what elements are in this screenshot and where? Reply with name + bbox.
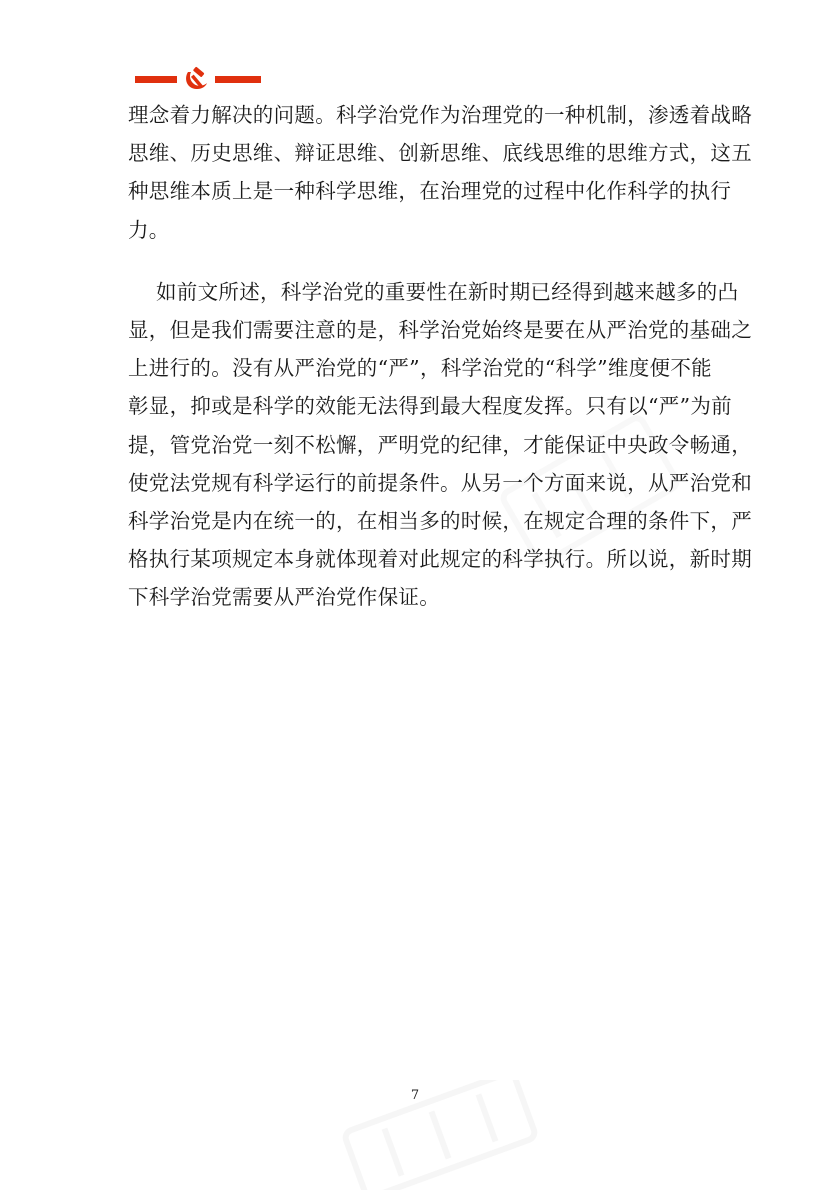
text-line: 力。	[128, 217, 170, 242]
text-line: 理念着力解决的问题。科学治党作为治理党的一种机制，渗透着战略	[128, 103, 752, 127]
paragraph-spacer	[128, 249, 706, 273]
paragraph-2	[128, 273, 752, 617]
header-emblem	[135, 66, 263, 92]
document-body	[128, 96, 752, 616]
text-line: 下科学治党需要从严治党作保证。	[128, 585, 440, 610]
text-line: 使党法党规有科学运行的前提条件。从另一个方面来说，从严治党和	[128, 470, 752, 495]
hammer-and-sickle-icon	[182, 66, 210, 92]
text-line: 格执行某项规定本身就体现着对此规定的科学执行。所以说，新时期	[128, 547, 752, 572]
text-line: 提，管党治党一刻不松懈，严明党的纪律，才能保证中央政令畅通，	[128, 432, 752, 457]
text-line: 如前文所述，科学治党的重要性在新时期已经得到越来越多的凸	[156, 279, 739, 304]
paragraph-1	[128, 96, 752, 249]
text-line: 显，但是我们需要注意的是，科学治党始终是要在从严治党的基础之	[128, 317, 752, 342]
text-line: 科学治党是内在统一的，在相当多的时候，在规定合理的条件下，严	[128, 508, 752, 533]
text-line: 上进行的。没有从严治党的“严”，科学治党的“科学”维度便不能	[128, 356, 712, 381]
text-line: 种思维本质上是一种科学思维，在治理党的过程中化作科学的执行	[128, 179, 732, 204]
text-line: 思维、历史思维、辩证思维、创新思维、底线思维的思维方式，这五	[128, 141, 752, 166]
emblem-right-bar	[215, 76, 261, 83]
page-number: 7	[410, 1088, 420, 1103]
text-line: 彰显，抑或是科学的效能无法得到最大程度发挥。只有以“严”为前	[128, 394, 732, 419]
emblem-left-bar	[135, 76, 177, 83]
